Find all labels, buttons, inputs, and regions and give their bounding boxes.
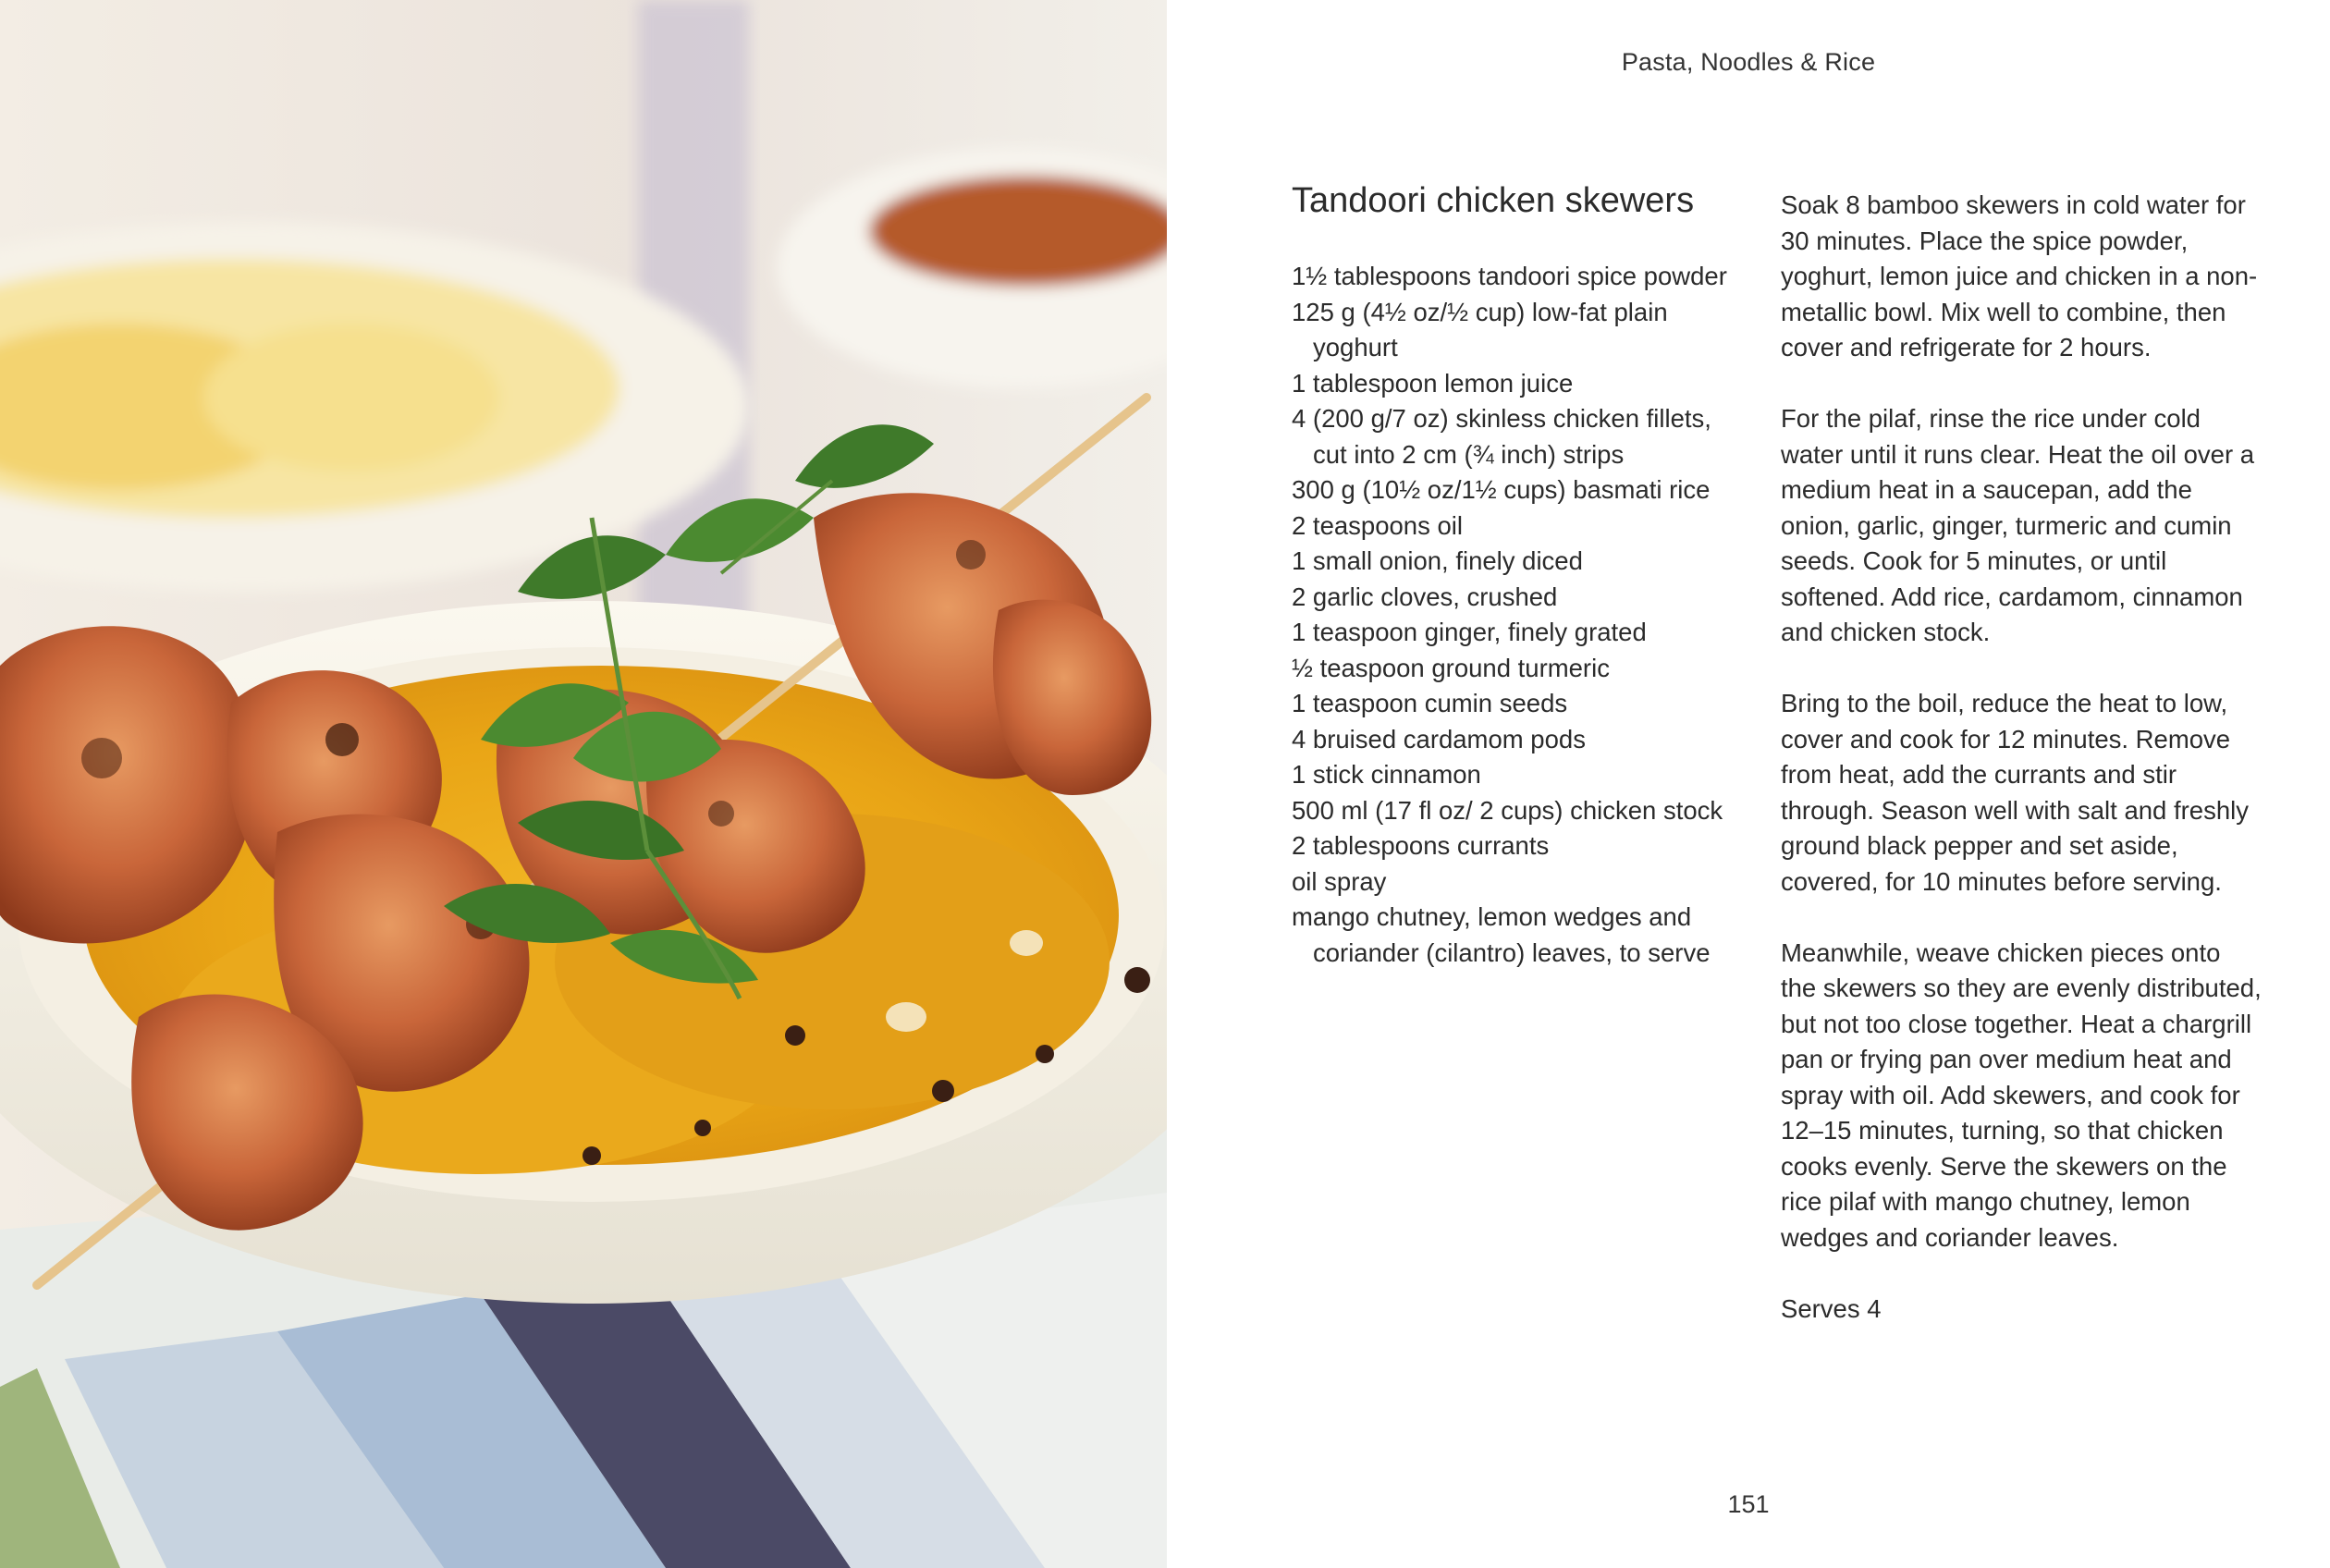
running-head: Pasta, Noodles & Rice bbox=[1621, 48, 1876, 76]
method-paragraph: For the pilaf, rinse the rice under cold water until it runs clear. Heat the oil over a medium heat in a saucepan, add the onion, garlic, ginger, turmeric and cumin seeds. Cook for 5 minutes, or until softened. Add rice, cardamom, cinnamon and chicken stock. bbox=[1781, 404, 2255, 646]
ingredient-item: 1 teaspoon ginger, finely grated bbox=[1292, 618, 1647, 646]
ingredient-item: 125 g (4½ oz/½ cup) low-fat plain yoghurt bbox=[1292, 297, 1668, 361]
recipe-page bbox=[1167, 0, 2330, 1568]
ingredient-item: 2 garlic cloves, crushed bbox=[1292, 582, 1558, 611]
method-paragraph: Soak 8 bamboo skewers in cold water for 30 minutes. Place the spice powder, yoghurt, lemon juice and chicken in a non-metallic bowl. Mix well to combine, then cover and refrigerate for 2 hours. bbox=[1781, 190, 2258, 361]
ingredient-item: 500 ml (17 fl oz/ 2 cups) chicken stock bbox=[1292, 795, 1723, 825]
ingredient-item: oil spray bbox=[1292, 866, 1387, 896]
ingredient-item: 1 tablespoon lemon juice bbox=[1292, 368, 1574, 398]
method-paragraph: Meanwhile, weave chicken pieces onto the skewers so they are evenly distributed, but not too close together. Heat a chargrill pan or frying pan over medium heat and spray with oil. Add skewers, and cook for 12–15 minutes, turning, so that chicken cooks evenly. Serve the skewers on the rice pilaf with mango chutney, lemon wedges and coriander leaves. bbox=[1781, 937, 2262, 1252]
ingredient-item: 2 tablespoons currants bbox=[1292, 831, 1550, 860]
ingredient-item: mango chutney, lemon wedges and coriander (cilantro) leaves, to serve bbox=[1292, 902, 1711, 967]
ingredient-item: 2 teaspoons oil bbox=[1292, 510, 1463, 540]
ingredient-item: 300 g (10½ oz/1½ cups) basmati rice bbox=[1292, 475, 1711, 504]
ingredient-item: ½ teaspoon ground turmeric bbox=[1292, 653, 1610, 682]
method-paragraph: Bring to the boil, reduce the heat to low, cover and cook for 12 minutes. Remove from heat, add the currants and stir through. Season well with salt and freshly ground black pepper and set aside, covered, for 10 minutes before serving. bbox=[1781, 689, 2249, 896]
ingredient-item: 1 stick cinnamon bbox=[1292, 760, 1481, 789]
ingredient-item: 1 teaspoon cumin seeds bbox=[1292, 689, 1568, 717]
ingredient-item: 4 (200 g/7 oz) skinless chicken fillets, cut into 2 cm (¾ inch) strips bbox=[1292, 404, 1711, 469]
method-steps bbox=[1781, 188, 2262, 1363]
ingredient-item: 1½ tablespoons tandoori spice powder bbox=[1292, 262, 1727, 290]
ingredient-item: 4 bruised cardamom pods bbox=[1292, 724, 1586, 753]
ingredients-list bbox=[1292, 259, 1745, 971]
recipe-title: Tandoori chicken skewers bbox=[1292, 181, 1695, 220]
page-number: 151 bbox=[1727, 1490, 1770, 1518]
ingredient-item: 1 small onion, finely diced bbox=[1292, 546, 1583, 575]
serves-note: Serves 4 bbox=[1781, 1293, 1882, 1323]
